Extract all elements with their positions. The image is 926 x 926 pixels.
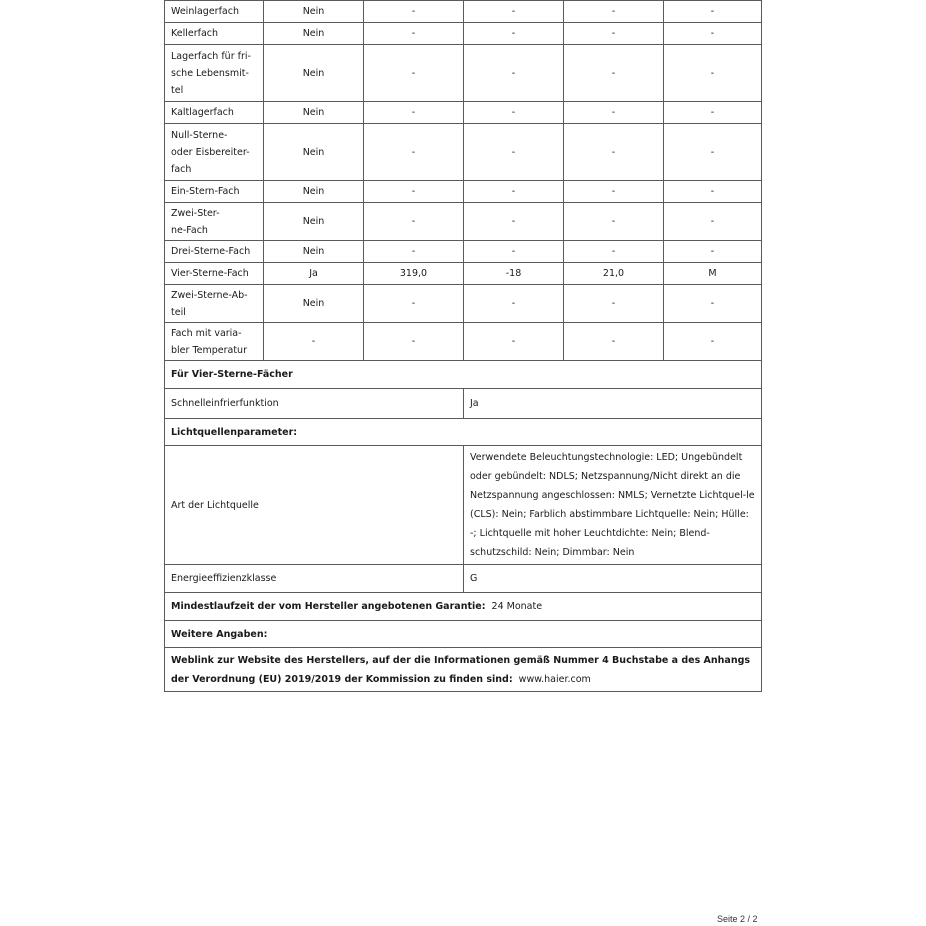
compartment-value: - (464, 181, 564, 203)
table-row (165, 124, 762, 181)
product-info-table (164, 0, 762, 692)
compartment-value: 319,0 (364, 263, 464, 285)
compartment-value: -18 (464, 263, 564, 285)
compartment-value: - (464, 241, 564, 263)
table-row (165, 23, 762, 45)
four-star-header-row (165, 361, 762, 389)
compartment-value: - (464, 1, 564, 23)
compartment-value: - (564, 45, 664, 102)
compartment-value: Nein (264, 203, 364, 241)
compartment-value: - (564, 23, 664, 45)
compartment-value: - (564, 203, 664, 241)
compartment-name: Vier-Sterne-Fach (165, 263, 264, 285)
compartment-value: - (364, 124, 464, 181)
compartment-value: - (664, 23, 762, 45)
compartment-name: Null-Sterne- oder Eisbereiter- fach (165, 124, 264, 181)
compartment-name: Kaltlagerfach (165, 102, 264, 124)
compartment-value: - (564, 241, 664, 263)
further-info-label: Weitere Angaben: (165, 621, 762, 648)
compartment-value: - (664, 45, 762, 102)
compartment-value: - (664, 1, 762, 23)
compartment-value: Nein (264, 1, 364, 23)
compartment-value: - (464, 23, 564, 45)
compartment-name: Ein-Stern-Fach (165, 181, 264, 203)
compartment-value: - (664, 102, 762, 124)
energy-class-label: Energieeffizienzklasse (165, 565, 464, 593)
compartment-value: - (364, 1, 464, 23)
compartment-name: Drei-Sterne-Fach (165, 241, 264, 263)
compartment-value: - (564, 102, 664, 124)
compartment-value: - (564, 1, 664, 23)
table-row (165, 1, 762, 23)
table-row (165, 102, 762, 124)
compartment-name: Weinlagerfach (165, 1, 264, 23)
compartment-value: Nein (264, 241, 364, 263)
compartment-rows (165, 1, 762, 361)
light-source-label: Art der Lichtquelle (165, 446, 464, 565)
compartment-value: M (664, 263, 762, 285)
warranty-cell (165, 593, 762, 621)
compartment-value: - (364, 241, 464, 263)
weblink-label: Weblink zur Website des Herstellers, auf der die Informationen gemäß Nummer 4 Buchstabe a des Anhangs der Verordnung (EU) 2019/2019 der Kommission zu finden sind: (171, 654, 751, 685)
table-row (165, 323, 762, 361)
compartment-value: - (464, 102, 564, 124)
compartment-value: - (364, 323, 464, 361)
compartment-value: - (464, 203, 564, 241)
compartment-value: Nein (264, 102, 364, 124)
warranty-value: 24 Monate (491, 601, 543, 612)
quick-freeze-row (165, 389, 762, 419)
compartment-value: Nein (264, 45, 364, 102)
table-row (165, 241, 762, 263)
quick-freeze-value: Ja (464, 389, 762, 419)
warranty-row (165, 593, 762, 621)
table-row (165, 285, 762, 323)
compartment-value: - (664, 241, 762, 263)
compartment-value: - (364, 285, 464, 323)
compartment-value: - (564, 181, 664, 203)
compartment-value: - (664, 323, 762, 361)
energy-class-value: G (464, 565, 762, 593)
light-header-row (165, 419, 762, 446)
compartment-value: - (364, 181, 464, 203)
compartment-value: - (664, 203, 762, 241)
compartment-value: - (564, 285, 664, 323)
compartment-value: - (364, 203, 464, 241)
light-source-value: Verwendete Beleuchtungstechnologie: LED; Ungebündelt oder gebündelt: NDLS; Netzspannung/Nicht direkt an die Netzspannung angeschlossen: NMLS; Vernetzte Lichtquel-le (CLS): Nein; Farblich abstimmbare Lichtquelle: Nein; Hülle: -; Lichtquelle mit hoher Leuchtdichte: Nein; Blend-schutzschild: Nein; Dimmbar: Nein (464, 446, 762, 565)
compartment-name: Lagerfach für fri- sche Lebensmit- tel (165, 45, 264, 102)
table-row (165, 203, 762, 241)
page-number: Seite 2 / 2 (717, 914, 758, 924)
compartment-value: Ja (264, 263, 364, 285)
weblink-row (165, 648, 762, 692)
compartment-name: Zwei-Ster- ne-Fach (165, 203, 264, 241)
table-row (165, 181, 762, 203)
compartment-value: - (664, 285, 762, 323)
compartment-value: Nein (264, 23, 364, 45)
quick-freeze-label: Schnelleinfrierfunktion (165, 389, 464, 419)
compartment-value: - (464, 285, 564, 323)
compartment-value: - (364, 45, 464, 102)
warranty-label: Mindestlaufzeit der vom Hersteller angebotenen Garantie: (171, 601, 486, 612)
compartment-value: - (564, 323, 664, 361)
table-row (165, 45, 762, 102)
compartment-value: - (564, 124, 664, 181)
compartment-value: 21,0 (564, 263, 664, 285)
compartment-name: Kellerfach (165, 23, 264, 45)
compartment-value: Nein (264, 285, 364, 323)
compartment-value: - (364, 23, 464, 45)
compartment-value: - (364, 102, 464, 124)
table-row (165, 263, 762, 285)
four-star-header: Für Vier-Sterne-Fächer (165, 361, 762, 389)
compartment-value: - (464, 323, 564, 361)
compartment-value: - (264, 323, 364, 361)
weblink-value[interactable]: www.haier.com (518, 673, 591, 685)
compartment-value: - (664, 181, 762, 203)
compartment-value: - (664, 124, 762, 181)
compartment-value: Nein (264, 124, 364, 181)
compartment-value: Nein (264, 181, 364, 203)
energy-class-row (165, 565, 762, 593)
compartment-name: Zwei-Sterne-Ab- teil (165, 285, 264, 323)
compartment-value: - (464, 124, 564, 181)
light-header: Lichtquellenparameter: (165, 419, 762, 446)
further-info-row (165, 621, 762, 648)
light-source-row (165, 446, 762, 565)
weblink-cell (165, 648, 762, 692)
compartment-name: Fach mit varia- bler Temperatur (165, 323, 264, 361)
compartment-value: - (464, 45, 564, 102)
